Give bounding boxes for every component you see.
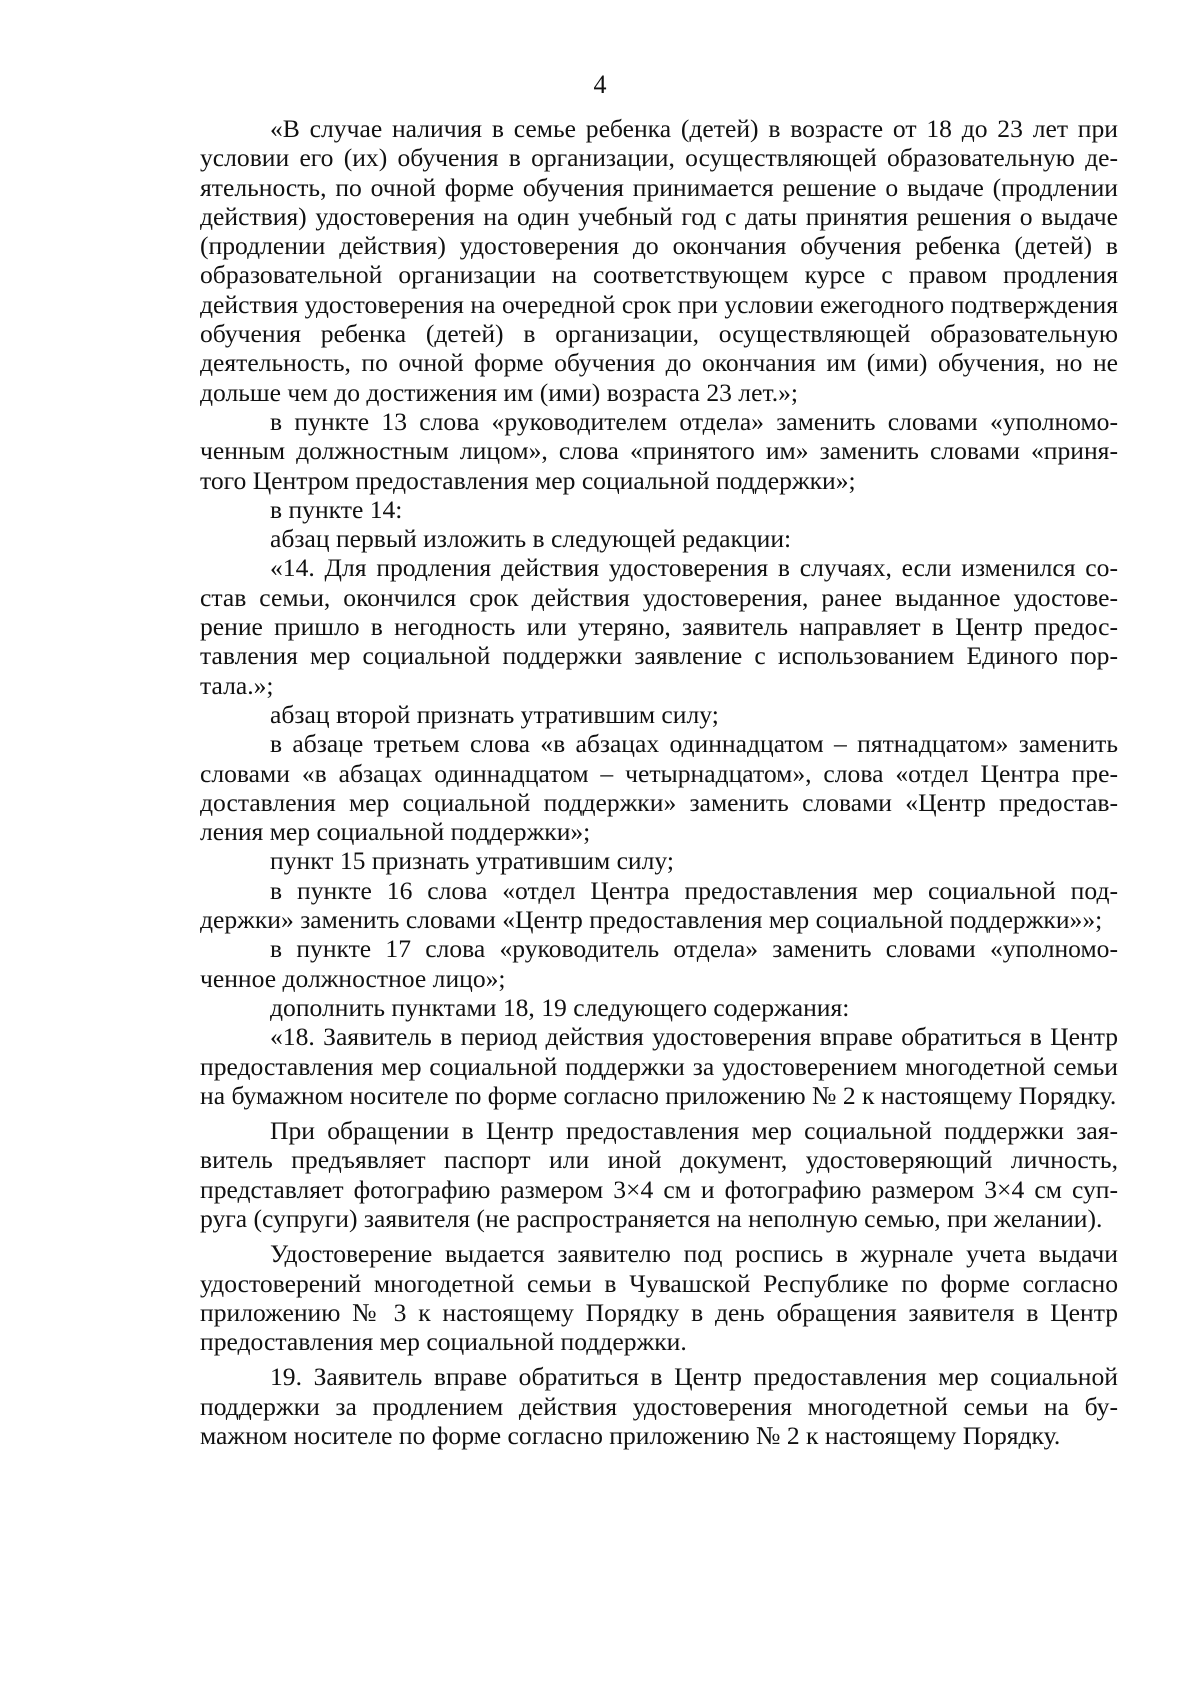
paragraph-third-abzac: в абзаце третьем слова «в абзацах одиннадцатом – пятнадцатом» заменить словами «в абзацах одиннадцатом – четырнадцатом», слова «отдел Центра предоставления мер социальной поддержки» заменить словами «Центр предоставления мер социальной поддержки»; — [200, 729, 1118, 847]
paragraph-certificate-issue: Удостоверение выдается заявителю под роспись в журнале учета выдачи удостоверений многодетной семьи в Чувашской Республике по форме согласно приложению № 3 к настоящему Порядку в день обращения заявителя в Центр предоставления мер социальной поддержки. — [200, 1239, 1118, 1357]
paragraph-quote-children-18-23: «В случае наличия в семье ребенка (детей) в возрасте от 18 до 23 лет при условии его (их) обучения в организации, осуществляющей образовательную деятельность, по очной форме обучения принимается решение о выдаче (продлении действия) удостоверения на один учебный год с даты принятия решения о выдаче (продлении действия) удостоверения до окончания обучения ребенка (детей) в образовательной организации на соответствующем курсе с правом продления действия удостоверения на очередной срок при условии ежегодного подтверждения обучения ребенка (детей) в организации, осуществляющей образовательную деятельность, по очной форме обучения до окончания им (ими) обучения, но не дольше чем до достижения им (ими) возраста 23 лет.»; — [200, 114, 1118, 407]
paragraph-item-14-intro: в пункте 14: — [270, 494, 403, 524]
paragraph-item-15: пункт 15 признать утратившим силу; — [270, 846, 674, 876]
paragraph-second-abzac: абзац второй признать утратившим силу; — [270, 699, 719, 729]
paragraph-passport-photo: При обращении в Центр предоставления мер социальной поддержки заявитель предъявляет паспорт или иной документ, удостоверяющий личность, представляет фотографию размером 3×4 см и фотографию размером 3×4 см супруга (супруги) заявителя (не распространяется на неполную семью, при желании). — [200, 1116, 1118, 1233]
paragraph-add-items-18-19: дополнить пунктами 18, 19 следующего содержания: — [270, 992, 850, 1022]
paragraph-quote-18: «18. Заявитель в период действия удостоверения вправе обратиться в Центр предоставления мер социальной поддержки за удостоверением многодетной семьи на бумажном носителе по форме согласно приложению № 2 к настоящему Порядку. — [200, 1022, 1118, 1110]
paragraph-item-16: в пункте 16 слова «отдел Центра предоставления мер социальной поддержки» заменить словами «Центр предоставления мер социальной поддержки»»; — [200, 875, 1118, 935]
paragraph-item-17: в пункте 17 слова «руководитель отдела» заменить словами «уполномоченное должностное лицо»; — [200, 934, 1118, 993]
document-body — [200, 114, 1118, 1450]
paragraph-quote-14: «14. Для продления действия удостоверения в случаях, если изменился состав семьи, окончился срок действия удостоверения, ранее выданное удостоверение пришло в негодность или утеряно, заявитель направляет в Центр предоставления мер социальной поддержки заявление с использованием Единого портала.»; — [200, 553, 1118, 700]
paragraph-quote-19: 19. Заявитель вправе обратиться в Центр предоставления мер социальной поддержки за продлением действия удостоверения многодетной семьи на бумажном носителе по форме согласно приложению № 2 к настоящему Порядку. — [200, 1362, 1118, 1451]
paragraph-item-13: в пункте 13 слова «руководителем отдела» заменить словами «уполномоченным должностным лицом», слова «принятого им» заменить словами «принятого Центром предоставления мер социальной поддержки»; — [200, 406, 1118, 495]
page-number: 4 — [593, 70, 607, 99]
paragraph-first-abzac: абзац первый изложить в следующей редакции: — [270, 524, 792, 554]
